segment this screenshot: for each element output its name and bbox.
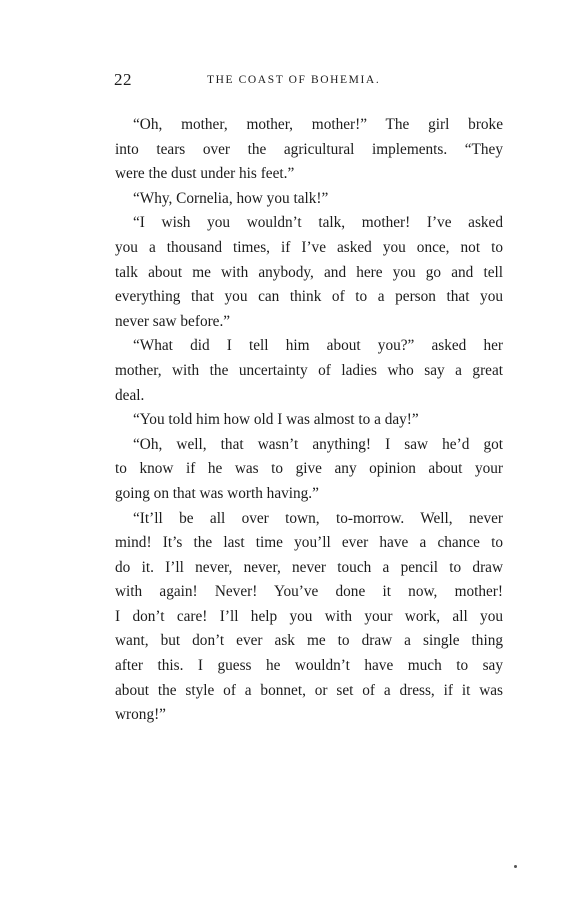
- text-line: were the dust under his feet.”: [115, 165, 295, 183]
- running-head: THE COAST OF BOHEMIA.: [207, 74, 381, 86]
- page-header: [114, 70, 504, 92]
- body-text: [115, 113, 503, 728]
- text-line: everything that you can think of to a person that you: [115, 288, 503, 306]
- text-line: want, but don’t ever ask me to draw a single thing: [115, 632, 503, 650]
- text-line: into tears over the agricultural implements. “They: [115, 140, 503, 158]
- text-line: deal.: [115, 386, 145, 404]
- text-line: “Oh, well, that wasn’t anything! I saw he’d got: [133, 435, 503, 453]
- text-line: “Oh, mother, mother, mother!” The girl broke: [133, 116, 503, 133]
- text-line: do it. I’ll never, never, never touch a pencil to draw: [115, 558, 503, 576]
- text-line: talk about me with anybody, and here you go and tell: [115, 263, 503, 281]
- text-line: going on that was worth having.”: [115, 484, 319, 502]
- text-line: “I wish you wouldn’t talk, mother! I’ve asked: [133, 214, 503, 232]
- text-line: mind! It’s the last time you’ll ever have a chance to: [115, 534, 503, 552]
- text-line: about the style of a bonnet, or set of a dress, if it was: [115, 681, 503, 699]
- text-line: mother, with the uncertainty of ladies who say a great: [115, 361, 503, 379]
- text-line: I don’t care! I’ll help you with your work, all you: [115, 607, 503, 625]
- text-line: “What did I tell him about you?” asked her: [133, 337, 503, 355]
- text-line: you a thousand times, if I’ve asked you once, not to: [115, 238, 503, 256]
- text-line: with again! Never! You’ve done it now, mother!: [115, 583, 503, 601]
- text-line: to know if he was to give any opinion about your: [115, 460, 503, 478]
- text-line: never saw before.”: [115, 312, 231, 330]
- text-line: “Why, Cornelia, how you talk!”: [133, 189, 329, 207]
- page-number: 22: [114, 70, 132, 89]
- text-line: “You told him how old I was almost to a day!”: [133, 411, 419, 429]
- text-line: wrong!”: [115, 706, 166, 724]
- print-speck: [514, 865, 517, 868]
- text-line: “It’ll be all over town, to-morrow. Well, never: [133, 509, 503, 527]
- text-line: after this. I guess he wouldn’t have much to say: [115, 657, 503, 675]
